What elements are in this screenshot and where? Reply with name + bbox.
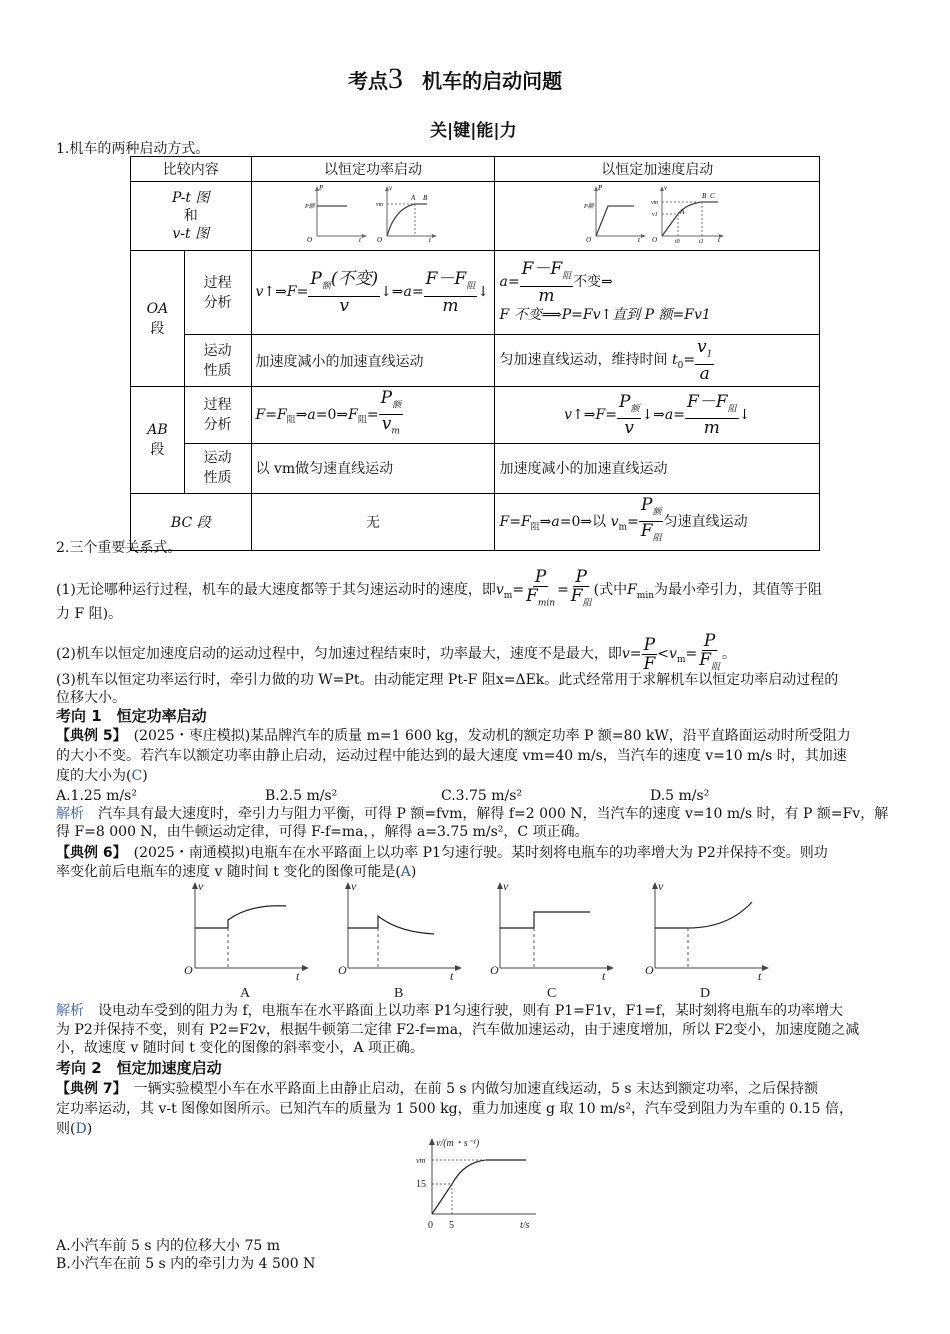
ab-segment-cell: AB 段 <box>131 387 185 494</box>
graph-a <box>184 880 309 983</box>
graph-label-pt: P-t 图 <box>172 190 210 206</box>
example-5-answer: C <box>131 768 143 784</box>
svg-text:O: O <box>490 963 499 977</box>
ab-constant-power-process: $F=F_阻\Rightarrow a=0\Rightarrow F_阻=$ $\frac{P_额}{v_m}$ <box>251 387 495 444</box>
example-6-line1: 【典例 6】 (2025・南通模拟)电瓶车在水平路面上以功率 P1匀速行驶。某时刻将电瓶车的功率增大为 P2并保持不变。则功 <box>56 845 828 861</box>
process-label: 过程 分析 <box>184 387 251 444</box>
graph-label-and: 和 <box>183 208 198 224</box>
svg-text:v1: v1 <box>652 212 658 218</box>
svg-text:t: t <box>602 969 606 983</box>
oa-constant-acceleration-process: a= $\frac{F-F_阻}{m}$ 不变⇒ F 不变⟹P=Fv↑直到 P 额=Fv1 <box>495 251 820 335</box>
direction-1-heading: 考向 1 恒定功率启动 <box>56 707 207 725</box>
solution-6-line2: 为 P2并保持不变，则有 P2=F2v，根据牛顿第二定律 F2-f=ma，汽车做加速运动，由于速度增加，所以 F2变小，加速度随之减 <box>56 1022 860 1038</box>
example-7-graph <box>410 1136 550 1234</box>
example-5-option: A.1.25 m/s² <box>56 788 137 804</box>
svg-text:O: O <box>645 963 654 977</box>
example-5-line2: 的大小不变。若汽车以额定功率由静止启动，运动过程中能达到的最大速度 vm=40 m/s，当汽车的速度 v=10 m/s 时，其加速 <box>56 748 847 764</box>
example-7-line3: 则(D) <box>56 1121 93 1137</box>
tick-5: 5 <box>449 1220 454 1231</box>
table-header-cell: 比较内容 <box>131 157 252 182</box>
svg-text:O: O <box>338 963 347 977</box>
oa-constant-acceleration-nature: 匀加速直线运动，维持时间 $t_0=$ $\frac{v_1}{a}$ <box>495 335 820 387</box>
relation-1-cont: 力 F 阻)。 <box>56 606 123 622</box>
relation-1: (1)无论哪种运行过程，机车的最大速度都等于其匀速运动时的速度，即$v_m=$ $\frac{P}{F_{min}}$ = $\frac{P}{F_阻}$ (式中$F_{min}$为最小牵引力，其值等于阻 <box>56 567 823 609</box>
graph-c-label: C <box>547 986 557 1000</box>
example-5-option: C.3.75 m/s² <box>441 788 523 804</box>
oa-ca-line2: F 不变⟹P=Fv↑直到 P 额=Fv1 <box>499 306 711 323</box>
ab-constant-acceleration-process: v↑⇒F= $\frac{P_额}{v}$ ↓⇒a= $\frac{F-F_阻}{m}$ ↓ <box>495 387 820 444</box>
svg-text:C: C <box>710 192 715 200</box>
oa-constant-power-nature: 加速度减小的加速直线运动 <box>251 335 495 387</box>
svg-text:t0: t0 <box>675 239 680 244</box>
svg-text:B: B <box>702 192 707 200</box>
seg-label: 段 <box>150 320 165 337</box>
solution-6-line1: 解析 设电动车受到的阻力为 f，电瓶车在水平路面上以功率 P1匀速行驶，则有 P1=F1v，F1=f，某时刻将电瓶车的功率增大 <box>56 1003 843 1019</box>
bc-constant-acceleration: $F=F_阻\Rightarrow a=0\Rightarrow$以 $v_m=$ $\frac{P_额}{F_阻}$ 匀速直线运动 <box>495 493 820 550</box>
example-7-option-a: A.小汽车前 5 s 内的位移大小 75 m <box>56 1238 280 1254</box>
example-5-line3: 度的大小为(C) <box>56 768 148 784</box>
table-header-cell: 以恒定功率启动 <box>251 157 495 182</box>
intro-line: 1.机车的两种启动方式。 <box>56 141 210 157</box>
example-7-line1: 【典例 7】 一辆实验模型小车在水平路面上由静止启动，在前 5 s 内做匀加速直线运动，5 s 末达到额定功率，之后保持额 <box>56 1081 819 1097</box>
tick-15: 15 <box>416 1179 426 1190</box>
graph-d-label: D <box>700 986 711 1000</box>
oa-label: OA <box>146 300 169 317</box>
svg-text:v: v <box>388 184 393 192</box>
svg-text:A: A <box>410 194 416 202</box>
svg-text:v: v <box>198 880 204 893</box>
constant-acceleration-graphs-svg <box>582 184 732 244</box>
vm-tick: vm <box>416 1156 426 1165</box>
svg-text:t: t <box>428 236 431 244</box>
graph-b-label: B <box>394 986 404 1000</box>
page-title <box>348 62 562 96</box>
oa-constant-power-process: v↑⇒F= $\frac{P_额(不变)}{v}$ ↓⇒a= $\frac{F-F_阻}{m}$ ↓ <box>251 251 495 335</box>
relation-3-line2: 位移大小。 <box>56 690 126 706</box>
svg-text:t1: t1 <box>699 239 704 244</box>
svg-text:B: B <box>422 194 428 202</box>
svg-text:P额: P额 <box>304 204 315 210</box>
graph-label-cell <box>131 182 252 251</box>
solution-label: 解析 <box>56 806 84 822</box>
section-heading: 关|键|能|力 <box>430 121 517 141</box>
comparison-table <box>130 156 820 551</box>
svg-text:v: v <box>664 184 668 192</box>
title-prefix: 考点 <box>348 69 388 93</box>
svg-text:O: O <box>376 236 383 244</box>
svg-text:t: t <box>450 969 454 983</box>
svg-text:O: O <box>306 236 313 244</box>
example-6-answer: A <box>400 864 411 880</box>
example-5-option: B.2.5 m/s² <box>265 788 338 804</box>
svg-text:v: v <box>503 880 509 893</box>
solution-5-line2: 得 F=8 000 N，由牛顿运动定律，可得 F-f=ma，，解得 a=3.75 m/s²，C 项正确。 <box>56 824 589 840</box>
title-text: 机车的启动问题 <box>422 69 563 93</box>
svg-text:O: O <box>184 963 193 977</box>
svg-text:O: O <box>586 236 592 244</box>
bc-constant-power: 无 <box>251 493 495 550</box>
svg-text:t: t <box>296 969 300 983</box>
motion-label: 运动 性质 <box>184 335 251 387</box>
example-5-line1: 【典例 5】 (2025・枣庄模拟)某品牌汽车的质量 m=1 600 kg，发动机的额定功率 P 额=80 kW，沿平直路面运动时所受阻力 <box>56 728 851 744</box>
ab-label: AB <box>147 421 168 438</box>
item-2: 2.三个重要关系式。 <box>56 540 182 556</box>
example-5-option: D.5 m/s² <box>650 788 710 804</box>
constant-power-graphs <box>251 182 495 251</box>
process-label: 过程 分析 <box>184 251 251 335</box>
svg-text:v: v <box>351 880 357 893</box>
example-7-answer: D <box>75 1121 87 1137</box>
solution-5-line1: 解析 汽车具有最大速度时，牵引力与阻力平衡，可得 P 额=fvm，解得 f=2 000 N，当汽车的速度 v=10 m/s 时，有 P 额=Fv，解 <box>56 806 889 822</box>
tick-0: 0 <box>428 1220 433 1231</box>
motion-label: 运动 性质 <box>184 443 251 493</box>
graph-a-label: A <box>240 986 251 1000</box>
title-number: 3 <box>388 62 403 95</box>
svg-text:O: O <box>652 236 658 244</box>
graph-b <box>338 880 462 983</box>
svg-text:vm: vm <box>651 200 659 206</box>
relation-3-line1: (3)机车以恒定功率运行时，牵引力做的功 W=Pt。由动能定理 Pt-F 阻x=ΔEk。此式经常用于求解机车以恒定功率启动过程的 <box>56 672 839 688</box>
svg-text:t: t <box>718 236 721 244</box>
graph-d <box>645 880 769 983</box>
svg-text:P额: P额 <box>584 204 594 210</box>
graph-label-vt: v-t 图 <box>172 226 210 242</box>
svg-text:v: v <box>658 880 664 893</box>
x-axis-label: t/s <box>520 1220 530 1231</box>
example-7-line2: 定功率运动，其 v-t 图像如图所示。已知汽车的质量为 1 500 kg，重力加速度 g 取 10 m/s²，汽车受到阻力为车重的 0.15 倍， <box>56 1101 854 1117</box>
ab-constant-acceleration-nature: 加速度减小的加速直线运动 <box>495 443 820 493</box>
constant-acceleration-graphs <box>495 182 820 251</box>
example-7-option-b: B.小汽车在前 5 s 内的牵引力为 4 500 N <box>56 1256 316 1272</box>
svg-text:t: t <box>638 236 641 244</box>
y-axis-label: v/(m・s⁻¹) <box>436 1138 480 1149</box>
constant-power-graphs-svg <box>303 184 443 244</box>
solution-6-line3: 小，故速度 v 随时间 t 变化的图像的斜率变小，A 项正确。 <box>56 1040 424 1056</box>
svg-text:t: t <box>358 236 361 244</box>
svg-text:vm: vm <box>375 202 383 208</box>
svg-text:t: t <box>758 969 762 983</box>
ab-constant-power-nature: 以 vm做匀速直线运动 <box>251 443 495 493</box>
svg-text:P: P <box>318 184 324 192</box>
bc-segment-cell: BC 段 <box>131 493 252 550</box>
relation-2: (2)机车以恒定加速度启动的运动过程中，匀加速过程结束时，功率最大，速度不是最大，即v= $\frac{P}{F}$ $<v_m=$ $\frac{P}{F_阻}$ 。 <box>56 631 737 674</box>
example-6-line2: 率变化前后电瓶车的速度 v 随时间 t 变化的图像可能是(A) <box>56 864 417 880</box>
svg-text:P: P <box>598 184 603 192</box>
graph-c <box>490 880 614 983</box>
direction-2-heading: 考向 2 恒定加速度启动 <box>56 1059 222 1077</box>
oa-segment-cell <box>131 251 185 387</box>
example-6-graphs <box>180 880 780 1000</box>
svg-text:A: A <box>680 208 685 216</box>
table-header-cell: 以恒定加速度启动 <box>495 157 820 182</box>
